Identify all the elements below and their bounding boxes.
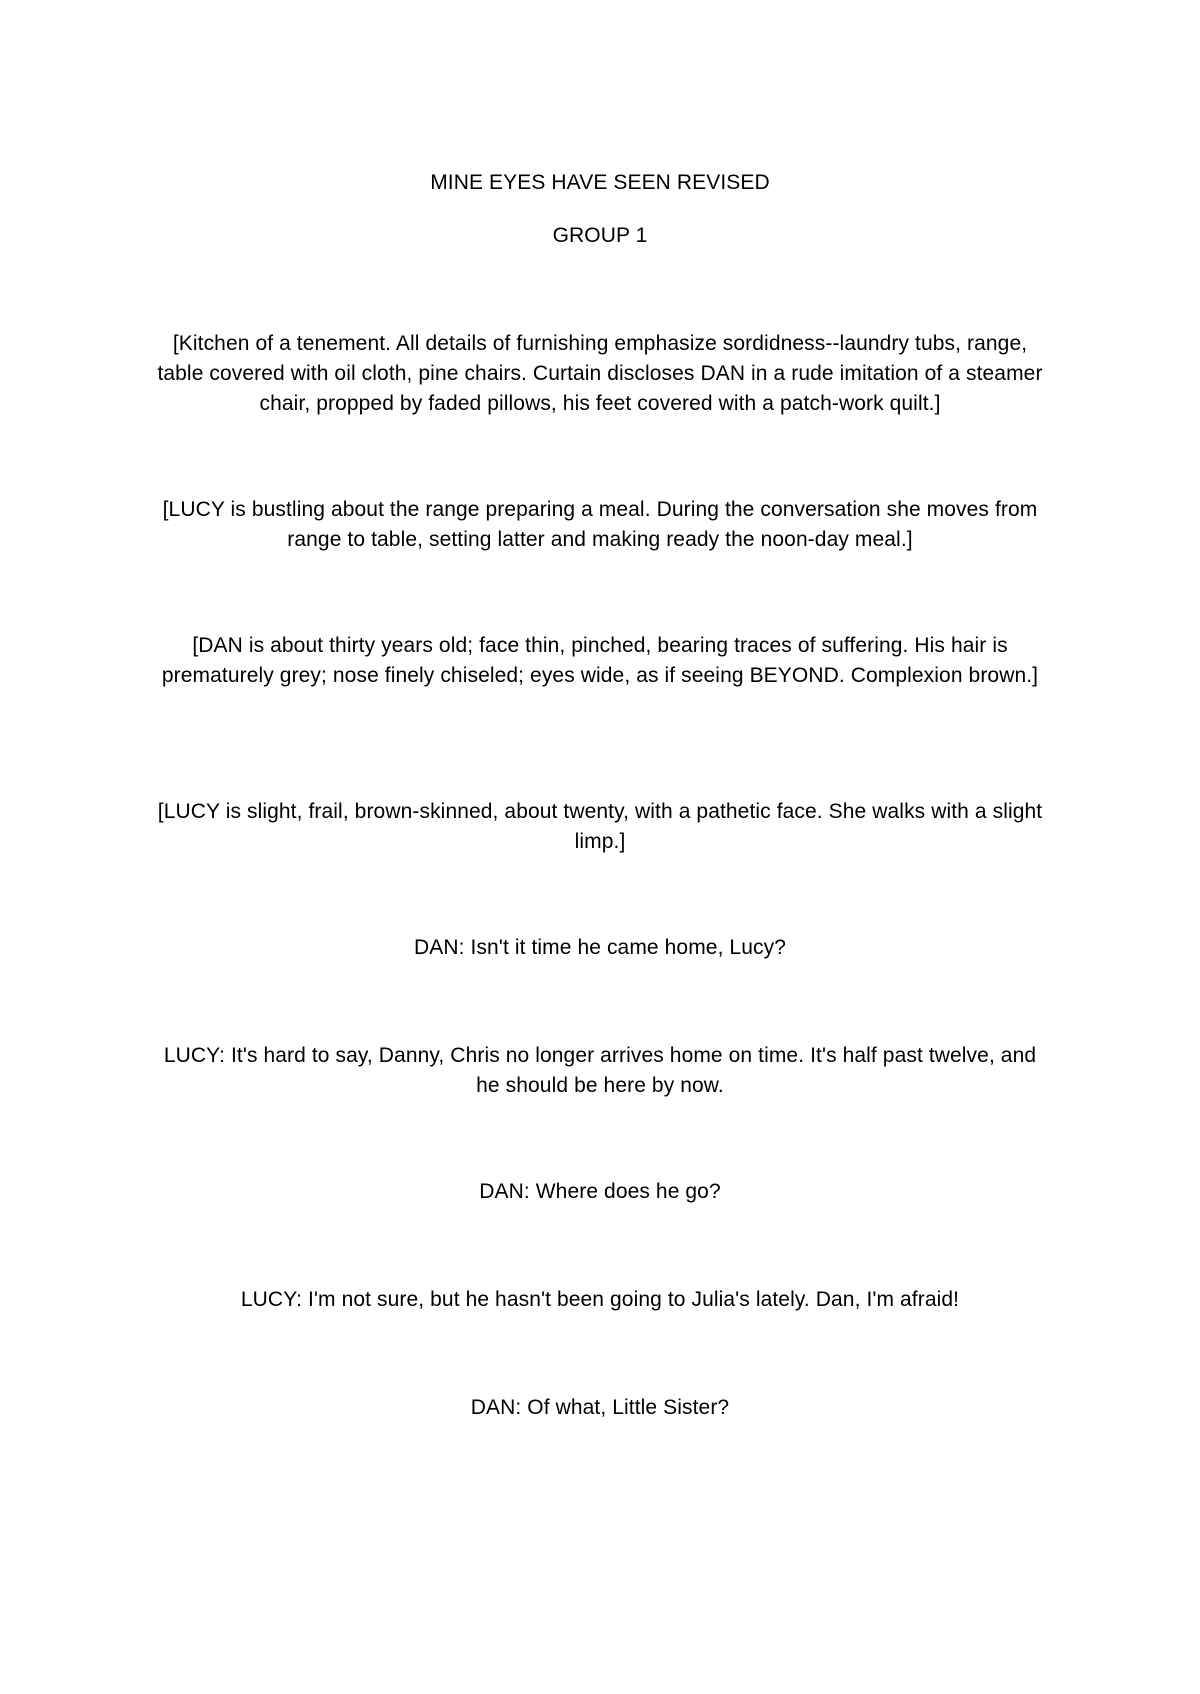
dialogue-line: DAN: Of what, Little Sister? bbox=[470, 1396, 730, 1419]
stage-direction-kitchen: [Kitchen of a tenement. All details of furnishing emphasize sordidness--laundry tubs, range, table covered with oil cloth, pine chairs. Curtain discloses DAN in a rude imitation of a steamer chair, propped by faded pillows, his feet covered with a patch-work quilt.] bbox=[157, 332, 1043, 415]
play-title: MINE EYES HAVE SEEN REVISED bbox=[430, 171, 770, 194]
group-heading: GROUP 1 bbox=[552, 224, 648, 247]
dialogue-line: DAN: Where does he go? bbox=[479, 1180, 721, 1203]
dialogue-line: LUCY: It's hard to say, Danny, Chris no longer arrives home on time. It's half past twelve, and he should be here by now. bbox=[163, 1044, 1037, 1097]
stage-direction-dan-description: [DAN is about thirty years old; face thin, pinched, bearing traces of suffering. His hair is prematurely grey; nose finely chiseled; eyes wide, as if seeing BEYOND. Complexion brown.] bbox=[161, 634, 1039, 687]
stage-direction-lucy-description: [LUCY is slight, frail, brown-skinned, about twenty, with a pathetic face. She walks with a slight limp.] bbox=[157, 800, 1043, 853]
stage-direction-lucy-meal: [LUCY is bustling about the range preparing a meal. During the conversation she moves from range to table, setting latter and making ready the noon-day meal.] bbox=[162, 498, 1038, 551]
dialogue-line: LUCY: I'm not sure, but he hasn't been going to Julia's lately. Dan, I'm afraid! bbox=[240, 1288, 960, 1311]
dialogue-line: DAN: Isn't it time he came home, Lucy? bbox=[414, 936, 786, 959]
